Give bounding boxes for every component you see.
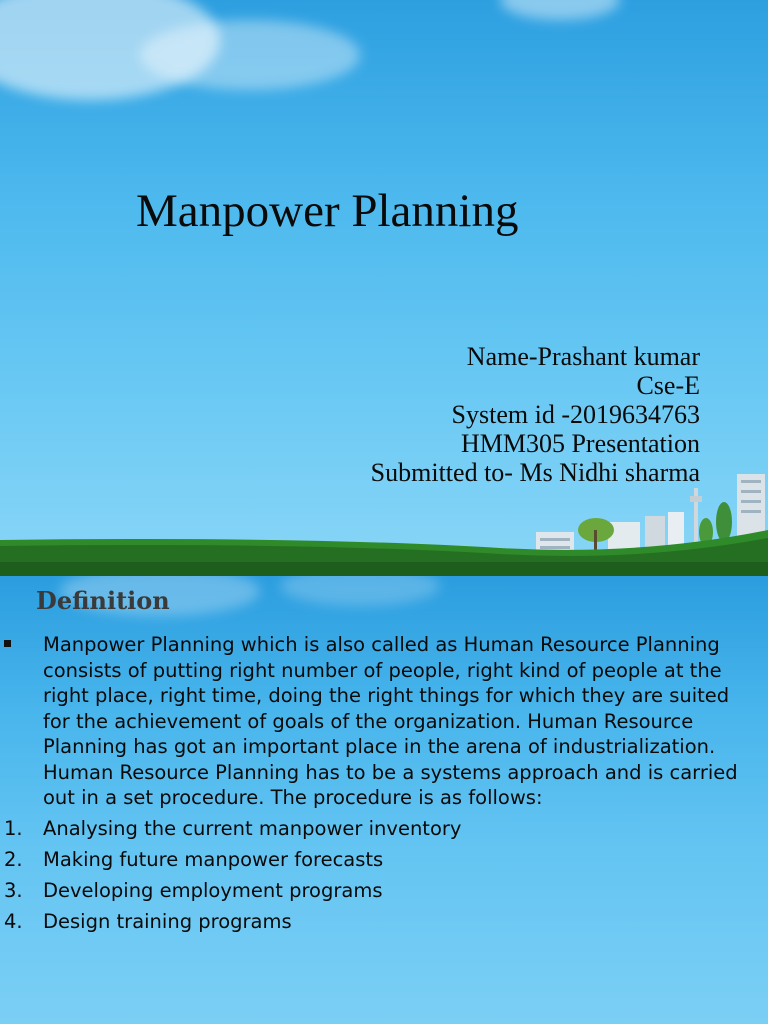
info-line: System id -2019634763 bbox=[451, 400, 700, 429]
list-number: 1. bbox=[4, 816, 23, 840]
cloud-decoration bbox=[280, 576, 440, 606]
definition-body bbox=[0, 632, 748, 935]
info-line: Name-Prashant kumar bbox=[466, 342, 700, 371]
cloud-decoration bbox=[500, 0, 620, 20]
list-item bbox=[0, 847, 748, 873]
definition-slide bbox=[0, 576, 768, 1024]
list-number: 4. bbox=[4, 909, 23, 933]
list-item-text: Developing employment programs bbox=[43, 878, 383, 902]
list-item-text: Analysing the current manpower inventory bbox=[43, 816, 462, 840]
list-number: 3. bbox=[4, 878, 23, 902]
presenter-info bbox=[371, 342, 700, 487]
definition-paragraph: Manpower Planning which is also called as Human Resource Planning consists of putting right number of people, right kind of people at the right place, right time, doing the right things for which they are suited for the achievement of goals of the organization. Human Resource Planning has got an important place in the arena of industrialization. Human Resource Planning has to be a systems approach and is carried out in a set procedure. The procedure is as follows: bbox=[43, 633, 738, 809]
list-item bbox=[0, 909, 748, 935]
list-item-text: Making future manpower forecasts bbox=[43, 847, 384, 871]
square-bullet-icon bbox=[4, 640, 11, 647]
grass-hill-and-city-illustration bbox=[0, 470, 768, 576]
info-line: HMM305 Presentation bbox=[460, 429, 700, 458]
cloud-decoration bbox=[140, 20, 360, 90]
slide-title: Manpower Planning bbox=[136, 185, 519, 237]
info-line: Cse-E bbox=[636, 371, 700, 400]
info-line: Submitted to- Ms Nidhi sharma bbox=[370, 458, 700, 487]
section-heading: Definition bbox=[36, 586, 170, 615]
list-item bbox=[0, 816, 748, 842]
list-number: 2. bbox=[4, 847, 23, 871]
list-item-text: Design training programs bbox=[43, 909, 292, 933]
list-item bbox=[0, 878, 748, 904]
